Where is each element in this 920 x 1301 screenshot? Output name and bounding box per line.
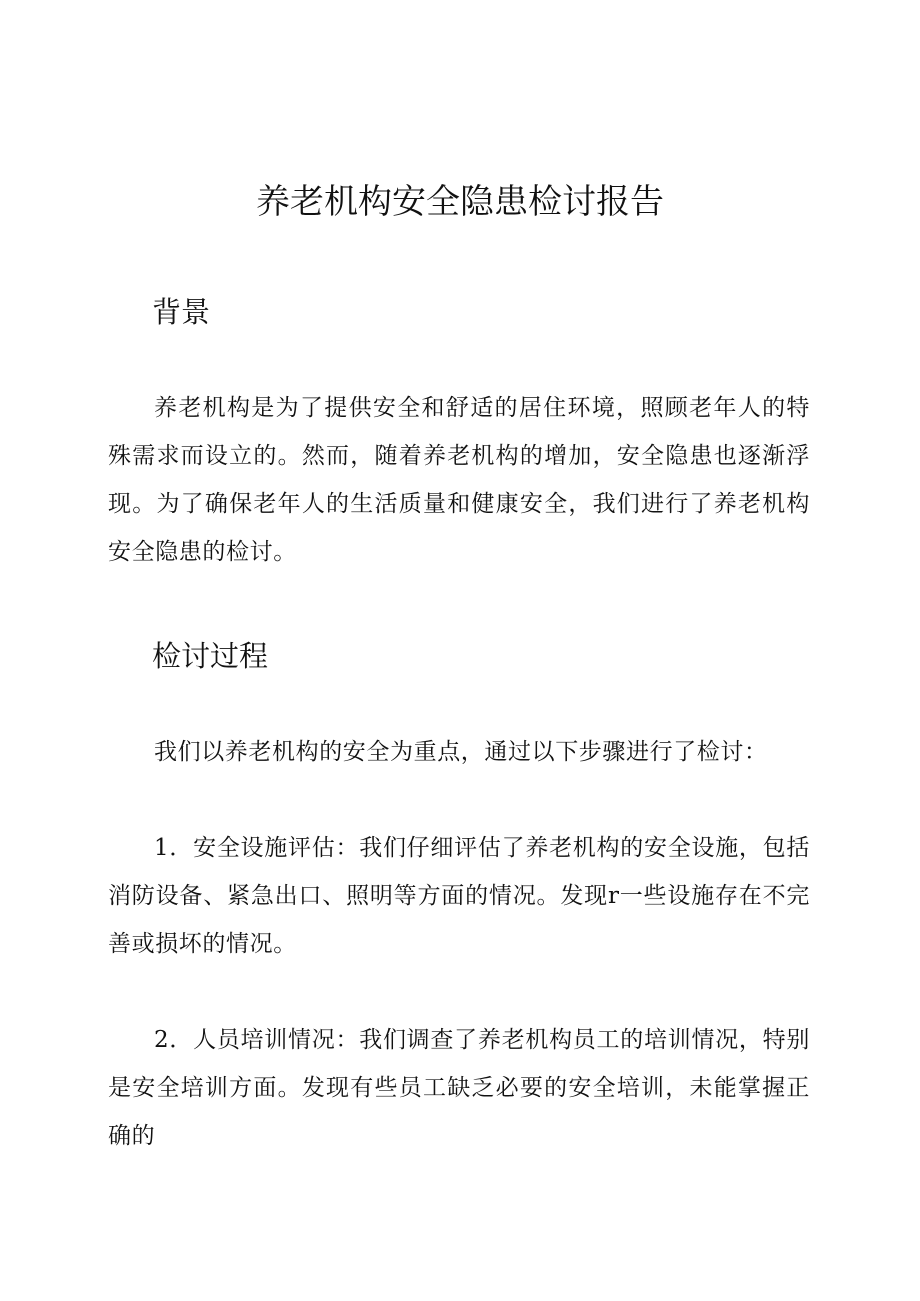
- background-paragraph: 养老机构是为了提供安全和舒适的居住环境，照顾老年人的特殊需求而设立的。然而，随着养老机构的增加，安全隐患也逐渐浮现。为了确保老年人的生活质量和健康安全，我们进行了养老机构安全隐患的检讨。: [108, 395, 810, 565]
- review-step-1-paragraph: 1．安全设施评估：我们仔细评估了养老机构的安全设施，包括消防设备、紧急出口、照明等方面的情况。发现r一些设施存在不完善或损坏的情况。: [108, 835, 810, 957]
- section-heading-review-process: 检讨过程: [152, 639, 269, 673]
- document-title: 养老机构安全隐患检讨报告: [256, 182, 664, 222]
- review-intro-paragraph: 我们以养老机构的安全为重点，通过以下步骤进行了检讨：: [154, 739, 768, 765]
- review-step-2-paragraph: 2．人员培训情况：我们调查了养老机构员工的培训情况，特别是安全培训方面。发现有些员工缺乏必要的安全培训，未能掌握正确的: [108, 1027, 810, 1149]
- section-heading-background: 背景: [152, 295, 211, 329]
